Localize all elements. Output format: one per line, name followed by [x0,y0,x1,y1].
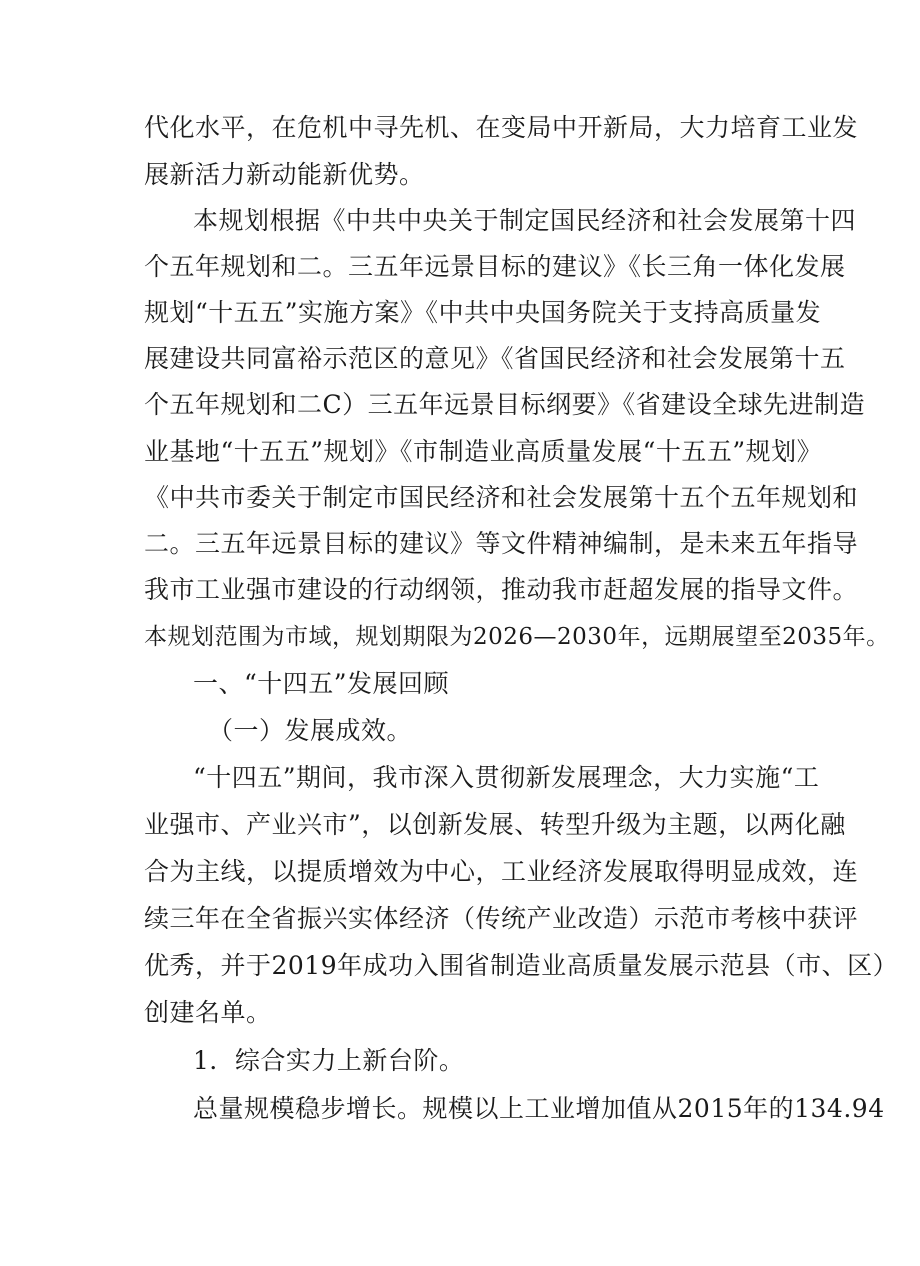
paragraph-line: 业基地“十五五”规划》《市制造业高质量发展“十五五”规划》 [144,437,823,466]
paragraph-line: 业强市、产业兴市”，以创新发展、转型升级为主题，以两化融 [144,810,846,839]
paragraph-line: 我市工业强市建设的行动纲领，推动我市赶超发展的指导文件。 [144,575,859,604]
paragraph-line: 规划“十五五”实施方案》《中共中央国务院关于支持高质量发 [144,298,822,327]
paragraph-line: 展建设共同富裕示范区的意见》《省国民经济和社会发展第十五 [144,344,846,373]
paragraph-line: 本规划范围为市域，规划期限为2026—2030年，远期展望至2035年。 [144,624,890,650]
paragraph-line: 总量规模稳步增长。规模以上工业增加值从2015年的134.94 [193,1094,885,1123]
paragraph-line: 合为主线，以提质增效为中心，工业经济发展取得明显成效，连 [144,857,859,886]
paragraph-line: 优秀，并于2019年成功入围省制造业高质量发展示范县（市、区） [144,951,899,980]
section-heading: 一、“十四五”发展回顾 [193,669,450,698]
paragraph-line: 展新活力新动能新优势。 [144,160,425,189]
paragraph-line: 创建名单。 [144,998,272,1027]
subsection-heading: （一）发展成效。 [208,716,413,745]
paragraph-line: 二。三五年远景目标的建议》等文件精神编制，是未来五年指导 [144,529,859,558]
paragraph-line: 本规划根据《中共中央关于制定国民经济和社会发展第十四 [193,206,857,235]
paragraph-line: 个五年规划和二C）三五年远景目标纲要》《省建设全球先进制造 [144,390,866,419]
paragraph-line: 续三年在全省振兴实体经济（传统产业改造）示范市考核中获评 [144,904,859,933]
numbered-heading: 1．综合实力上新台阶。 [193,1046,465,1075]
paragraph-line: 个五年规划和二。三五年远景目标的建议》《长三角一体化发展 [144,252,846,281]
paragraph-line: “十四五”期间，我市深入贯彻新发展理念，大力实施“工 [193,763,820,792]
paragraph-line: 《中共市委关于制定市国民经济和社会发展第十五个五年规划和 [144,483,859,512]
paragraph-line: 代化水平，在危机中寻先机、在变局中开新局，大力培育工业发 [144,113,859,142]
